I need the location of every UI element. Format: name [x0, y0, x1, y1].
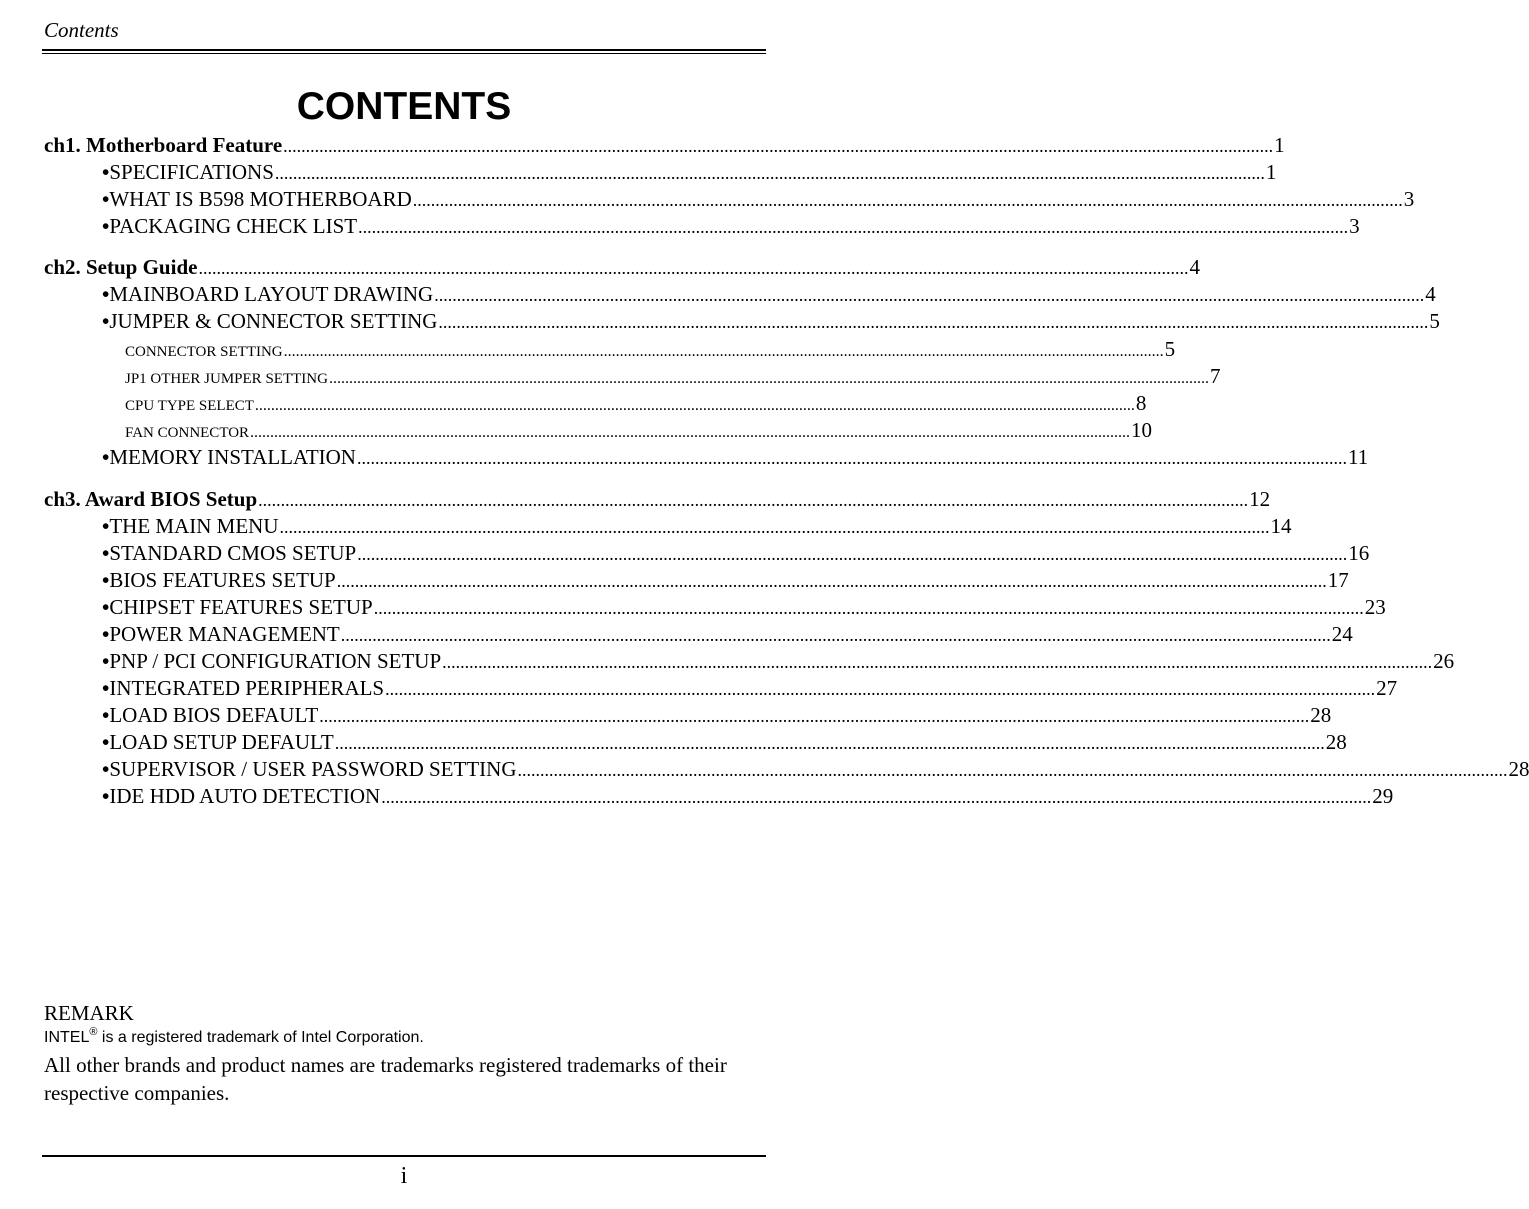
registered-mark: ® — [89, 1026, 98, 1038]
toc-entry — [44, 675, 1398, 702]
dot-leader: ............................................................................................................................................................................................................................ — [328, 370, 1209, 387]
toc-entry-label: PNP / PCI CONFIGURATION SETUP — [109, 649, 442, 673]
toc-entry-label: MAINBOARD LAYOUT DRAWING — [109, 282, 434, 306]
bullet-icon: • — [102, 187, 110, 211]
header-rule-thick — [42, 49, 766, 51]
bullet-icon: • — [102, 541, 110, 565]
dot-leader: ............................................................................................................................................................................................................................ — [373, 598, 1364, 618]
toc-entry-page-number: 7 — [1209, 364, 1221, 388]
bullet-icon: • — [102, 309, 110, 333]
toc-entry — [44, 213, 1360, 240]
dot-leader: ............................................................................................................................................................................................................................ — [279, 517, 1270, 537]
bullet-icon: • — [102, 214, 110, 238]
toc-entry-label: POWER MANAGEMENT — [109, 622, 340, 646]
bullet-icon: • — [102, 649, 110, 673]
toc-entry-label: SPECIFICATIONS — [109, 160, 274, 184]
remark-intel-note — [44, 1026, 774, 1050]
bullet-icon: • — [102, 757, 110, 781]
remark-section — [44, 1000, 774, 1107]
toc-entry-label: THE MAIN MENU — [109, 514, 279, 538]
toc-entry-page-number: 8 — [1135, 391, 1147, 415]
dot-leader: ............................................................................................................................................................................................................................ — [254, 397, 1135, 414]
remark-title: REMARK — [44, 1001, 134, 1025]
toc-entry-page-number: 5 — [1164, 337, 1176, 361]
dot-leader: ............................................................................................................................................................................................................................ — [517, 760, 1508, 780]
toc-entry-page-number: 28 — [1325, 730, 1347, 754]
bullet-icon: • — [102, 784, 110, 808]
toc-entry-page-number: 1 — [1265, 160, 1277, 184]
toc-chapter-entry — [44, 486, 1271, 513]
bullet-icon: • — [102, 514, 110, 538]
toc-entry-page-number: 10 — [1131, 418, 1153, 442]
page-number: i — [400, 1163, 408, 1189]
toc-entry-page-number: 3 — [1349, 214, 1360, 238]
toc-entry — [44, 186, 1415, 213]
toc-entry-label: CONNECTOR SETTING — [125, 344, 283, 360]
toc-entry-page-number: 28 — [1310, 703, 1332, 727]
toc-entry — [44, 756, 1529, 783]
toc-entry-page-number: 26 — [1433, 649, 1455, 673]
toc-entry — [44, 444, 1369, 471]
header-rule-thin — [42, 53, 766, 54]
toc-entry-page-number: 5 — [1429, 309, 1440, 333]
toc-entry-page-number: 1 — [1274, 133, 1285, 157]
toc-entry-page-number: 11 — [1347, 445, 1369, 469]
toc-entry-label: SUPERVISOR / USER PASSWORD SETTING — [109, 757, 517, 781]
toc-entry-label: INTEGRATED PERIPHERALS — [109, 676, 385, 700]
toc-entry-page-number: 3 — [1403, 187, 1415, 211]
toc-entry-label: ch3. Award BIOS Setup — [44, 487, 258, 511]
toc-entry-label: CHIPSET FEATURES SETUP — [109, 595, 373, 619]
bullet-icon: • — [102, 160, 110, 184]
dot-leader: ............................................................................................................................................................................................................................ — [381, 787, 1372, 807]
dot-leader: ............................................................................................................................................................................................................................ — [340, 625, 1331, 645]
toc-entry — [44, 783, 1394, 810]
toc-entry-label: ch1. Motherboard Feature — [44, 133, 283, 157]
bullet-icon: • — [102, 676, 110, 700]
bullet-icon: • — [102, 445, 110, 469]
toc-entry-label: ch2. Setup Guide — [44, 255, 198, 279]
bullet-icon: • — [102, 282, 110, 306]
dot-leader: ............................................................................................................................................................................................................................ — [438, 312, 1429, 332]
toc-entry-page-number: 12 — [1249, 487, 1271, 511]
dot-leader: ............................................................................................................................................................................................................................ — [250, 424, 1131, 441]
toc-entry — [44, 159, 1277, 186]
dot-leader: ............................................................................................................................................................................................................................ — [283, 343, 1164, 360]
toc-entry — [44, 648, 1455, 675]
toc-entry-page-number: 14 — [1270, 514, 1292, 538]
toc-entry-page-number: 23 — [1364, 595, 1386, 619]
dot-leader: ............................................................................................................................................................................................................................ — [283, 136, 1274, 156]
toc-entry-label: FAN CONNECTOR — [125, 425, 250, 441]
toc-chapter-entry — [44, 132, 1285, 159]
toc-entry — [44, 729, 1347, 756]
toc-entry-label: CPU TYPE SELECT — [125, 398, 254, 414]
toc-entry-label: MEMORY INSTALLATION — [109, 445, 356, 469]
toc-entry-page-number: 24 — [1331, 622, 1353, 646]
toc-entry — [44, 540, 1370, 567]
toc-entry — [44, 567, 1349, 594]
toc-entry-page-number: 29 — [1372, 784, 1394, 808]
toc-entry — [44, 621, 1353, 648]
dot-leader: ............................................................................................................................................................................................................................ — [336, 571, 1327, 591]
toc-entry — [44, 594, 1386, 621]
dot-leader: ............................................................................................................................................................................................................................ — [274, 163, 1265, 183]
dot-leader: ............................................................................................................................................................................................................................ — [358, 217, 1349, 237]
toc-entry-label: PACKAGING CHECK LIST — [109, 214, 358, 238]
toc-entry — [44, 336, 1176, 363]
dot-leader: ............................................................................................................................................................................................................................ — [357, 544, 1348, 564]
toc-entry-page-number: 27 — [1376, 676, 1398, 700]
toc-chapter-entry — [44, 254, 1200, 281]
remark-other-brands: All other brands and product names are trademarks registered trademarks of their respective companies. — [44, 1053, 727, 1105]
bullet-icon: • — [102, 703, 110, 727]
dot-leader: ............................................................................................................................................................................................................................ — [319, 706, 1310, 726]
dot-leader: ............................................................................................................................................................................................................................ — [258, 490, 1249, 510]
toc-entry-label: LOAD BIOS DEFAULT — [109, 703, 319, 727]
intel-trademark-text: is a registered trademark of Intel Corporation. — [97, 1029, 424, 1046]
toc-entry-label: WHAT IS B598 MOTHERBOARD — [109, 187, 412, 211]
toc-entry — [44, 390, 1147, 417]
bullet-icon: • — [102, 622, 110, 646]
footer-rule — [42, 1155, 766, 1157]
toc-entry-label: IDE HDD AUTO DETECTION — [109, 784, 381, 808]
dot-leader: ............................................................................................................................................................................................................................ — [442, 652, 1433, 672]
toc-entry — [44, 363, 1221, 390]
toc-entry — [44, 417, 1153, 444]
dot-leader: ............................................................................................................................................................................................................................ — [434, 285, 1425, 305]
toc-entry-label: LOAD SETUP DEFAULT — [109, 730, 334, 754]
bullet-icon: • — [102, 595, 110, 619]
toc-entry-page-number: 28 — [1508, 757, 1529, 781]
toc-entry — [44, 281, 1436, 308]
running-header: Contents — [44, 18, 119, 42]
bullet-icon: • — [102, 568, 110, 592]
toc-entry-label: STANDARD CMOS SETUP — [109, 541, 357, 565]
toc-entry-label: JUMPER & CONNECTOR SETTING — [109, 309, 438, 333]
bullet-icon: • — [102, 730, 110, 754]
dot-leader: ............................................................................................................................................................................................................................ — [412, 190, 1403, 210]
toc-entry — [44, 513, 1292, 540]
dot-leader: ............................................................................................................................................................................................................................ — [385, 679, 1376, 699]
toc-entry-page-number: 17 — [1327, 568, 1349, 592]
dot-leader: ............................................................................................................................................................................................................................ — [356, 448, 1347, 468]
dot-leader: ............................................................................................................................................................................................................................ — [334, 733, 1325, 753]
toc-entry-page-number: 4 — [1425, 282, 1436, 306]
intel-brand: INTEL — [44, 1029, 90, 1046]
page-title: CONTENTS — [296, 85, 512, 128]
toc-entry — [44, 702, 1332, 729]
toc-entry-page-number: 16 — [1348, 541, 1370, 565]
toc-entry — [44, 308, 1440, 335]
toc-entry-label: BIOS FEATURES SETUP — [109, 568, 336, 592]
toc-entry-label: JP1 OTHER JUMPER SETTING — [125, 371, 328, 387]
dot-leader: ............................................................................................................................................................................................................................ — [198, 258, 1189, 278]
toc-entry-page-number: 4 — [1189, 255, 1200, 279]
